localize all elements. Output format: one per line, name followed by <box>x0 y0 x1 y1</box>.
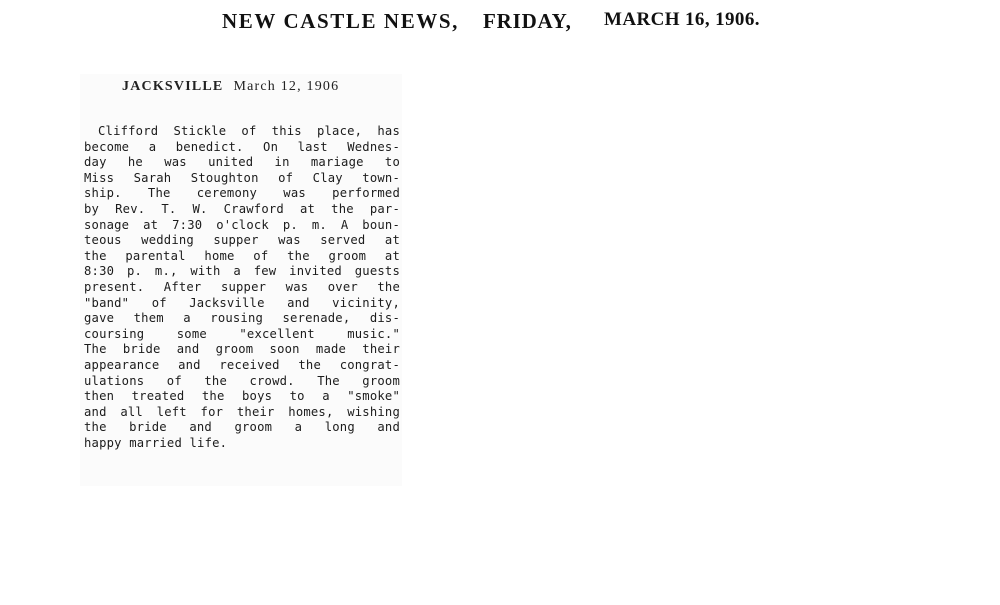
article-line: Miss Sarah Stoughton of Clay town- <box>84 170 400 185</box>
article-line: happy married life. <box>84 435 228 450</box>
article-line: become a benedict. On last Wednes- <box>84 139 400 154</box>
article-line: then treated the boys to a "smoke" <box>84 389 400 404</box>
article-line: coursing some "excellent music." <box>84 326 400 341</box>
article-line: by Rev. T. W. Crawford at the par- <box>84 201 400 216</box>
article-line: gave them a rousing serenade, dis- <box>84 311 400 326</box>
newspaper-name: NEW CASTLE NEWS, <box>222 9 460 33</box>
article-line: Clifford Stickle of this place, has <box>98 124 400 138</box>
article-line: appearance and received the congrat- <box>84 357 400 372</box>
article-line: the parental home of the groom at <box>84 248 400 263</box>
article-line: "band" of Jacksville and vicinity, <box>84 295 400 310</box>
article-line: day he was united in mariage to <box>84 155 400 170</box>
news-clipping <box>80 74 402 486</box>
article-line: sonage at 7:30 o'clock p. m. A boun- <box>84 217 400 232</box>
article-body <box>84 124 400 451</box>
article-line: 8:30 p. m., with a few invited guests <box>84 264 400 279</box>
dateline-date: March 12, 1906 <box>233 79 340 94</box>
article-line: ship. The ceremony was performed <box>84 186 400 201</box>
article-line: ulations of the crowd. The groom <box>84 373 400 388</box>
article-line: present. After supper was over the <box>84 279 400 294</box>
article-dateline <box>122 78 339 95</box>
article-line: teous wedding supper was served at <box>84 233 400 248</box>
article-line: the bride and groom a long and <box>84 420 400 435</box>
newspaper-masthead <box>0 9 1000 39</box>
article-line: The bride and groom soon made their <box>84 342 400 357</box>
article-line: and all left for their homes, wishing <box>84 404 400 419</box>
dateline-place: JACKSVILLE <box>122 79 224 94</box>
publication-date: MARCH 16, 1906. <box>604 9 760 30</box>
publication-day: FRIDAY, <box>483 9 572 33</box>
